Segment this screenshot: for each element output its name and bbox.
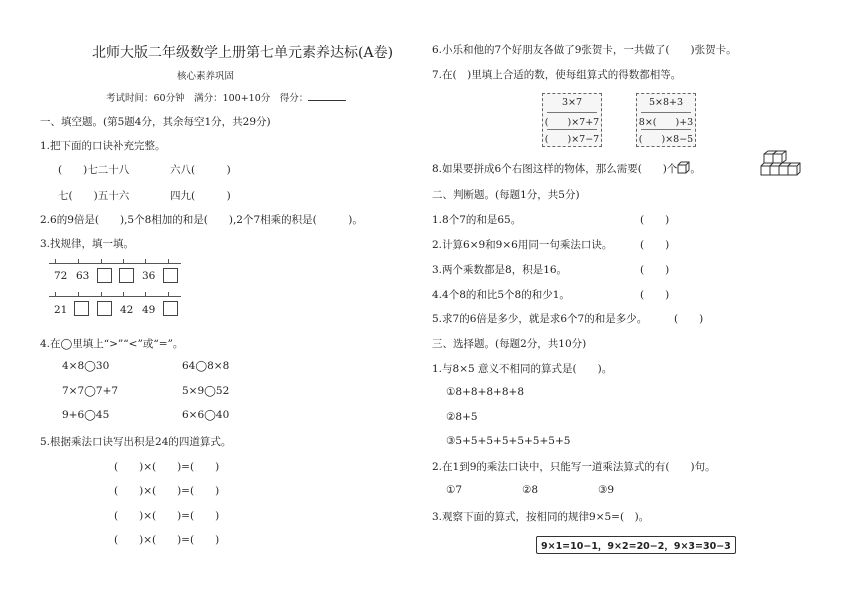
equation-blank: ( )×( )=( )	[114, 485, 220, 497]
stacked-cubes-icon	[760, 150, 802, 178]
section-1-heading: 一、填空题。(第5题4分，其余每空1分，共29分)	[40, 116, 271, 128]
box-equation: ( )×7+7	[544, 117, 600, 128]
answer-box[interactable]	[97, 301, 112, 316]
question-2: 2.6的9倍是( ),5个8相加的和是( ),2个7相乘的积是( )。	[40, 214, 363, 226]
answer-box[interactable]	[74, 301, 89, 316]
judge-item: 2.计算6×9和9×6用同一句乘法口诀。	[432, 239, 613, 251]
judge-mark[interactable]: ( )	[640, 264, 670, 276]
sequence-number: 72	[54, 270, 68, 282]
compare-item: 6×6◯40	[182, 409, 230, 421]
equation-blank: ( )×( )=( )	[114, 534, 220, 546]
q1-item: 七( )五十六	[58, 190, 130, 202]
judge-mark[interactable]: ( )	[640, 289, 670, 301]
box-equation: ( )×7−7	[544, 134, 600, 145]
judge-item: 4.4个8的和比5个8的和少1。	[432, 289, 570, 301]
choice-question-2: 2.在1到9的乘法口诀中，只能写一道乘法算式的有( )句。	[432, 461, 716, 473]
compare-item: 9+6◯45	[62, 409, 110, 421]
sequence-number: 42	[120, 304, 134, 316]
score-blank[interactable]	[308, 91, 346, 101]
sequence-number: 49	[142, 304, 156, 316]
question-5: 5.根据乘法口诀写出积是24的四道算式。	[40, 436, 232, 448]
choice-option[interactable]: ②8	[522, 484, 539, 496]
answer-box[interactable]	[97, 268, 112, 283]
question-3: 3.找规律，填一填。	[40, 238, 135, 250]
judge-mark[interactable]: ( )	[674, 313, 704, 325]
choice-option[interactable]: ②8+5	[446, 411, 478, 423]
choice-option[interactable]: ③5+5+5+5+5+5+5+5	[446, 435, 571, 447]
judge-item: 1.8个7的和是65。	[432, 214, 522, 226]
pattern-formula: 9×1=10−1，9×2=20−2，9×3=30−3	[536, 536, 736, 554]
cube-icon	[677, 161, 690, 174]
equation-box-2	[636, 93, 696, 147]
section-2-heading: 二、判断题。(每题1分，共5分)	[432, 189, 580, 201]
equation-blank: ( )×( )=( )	[114, 461, 220, 473]
question-6: 6.小乐和他的7个好朋友各做了9张贺卡，一共做了( )张贺卡。	[432, 44, 737, 56]
answer-box[interactable]	[163, 301, 178, 316]
compare-item: 5×9◯52	[182, 385, 230, 397]
compare-item: 4×8◯30	[62, 360, 110, 372]
box-equation: 5×8+3	[648, 97, 684, 108]
exam-info: 考试时间：60分钟 满分：100+10分 得分：	[106, 90, 346, 104]
page-title: 北师大版二年级数学上册第七单元素养达标(A卷)	[92, 45, 394, 61]
sequence-number: 36	[142, 270, 156, 282]
question-7: 7.在( )里填上合适的数，使每组算式的得数都相等。	[432, 69, 682, 81]
page-subtitle: 核心素养巩固	[177, 71, 235, 82]
judge-item: 5.求7的6倍是多少，就是求6个7的和是多少。	[432, 313, 648, 325]
equation-box-1	[542, 93, 602, 147]
choice-question-1: 1.与8×5 意义不相同的算式是( )。	[432, 363, 613, 375]
compare-item: 7×7◯7+7	[62, 385, 119, 397]
section-3-heading: 三、选择题。(每题2分，共10分)	[432, 338, 587, 350]
box-equation: 3×7	[561, 97, 583, 108]
judge-mark[interactable]: ( )	[640, 239, 670, 251]
question-1: 1.把下面的口诀补充完整。	[40, 140, 166, 152]
q1-item: ( )七二十八	[58, 164, 130, 176]
choice-question-3: 3.观察下面的算式，按相同的规律9×5=( )。	[432, 511, 650, 523]
q1-item: 六八( )	[170, 164, 231, 176]
choice-option[interactable]: ③9	[598, 484, 615, 496]
answer-box[interactable]	[163, 268, 178, 283]
answer-box[interactable]	[119, 268, 134, 283]
sequence-number: 63	[76, 270, 90, 282]
box-equation: ( )×8−5	[638, 134, 694, 145]
sequence-number: 21	[54, 304, 68, 316]
equation-blank: ( )×( )=( )	[114, 510, 220, 522]
choice-option[interactable]: ①8+8+8+8+8	[446, 386, 525, 398]
judge-mark[interactable]: ( )	[640, 214, 670, 226]
compare-item: 64◯8×8	[182, 360, 230, 372]
judge-item: 3.两个乘数都是8，积是16。	[432, 264, 568, 276]
question-4: 4.在◯里填上“>”“<”或“=”。	[40, 338, 184, 350]
q1-item: 四九( )	[170, 190, 231, 202]
question-8: 8.如果要拼成6个右图这样的物体，那么需要( )个 。	[432, 163, 701, 175]
choice-option[interactable]: ①7	[446, 484, 463, 496]
box-equation: 8×( )+3	[638, 117, 694, 128]
